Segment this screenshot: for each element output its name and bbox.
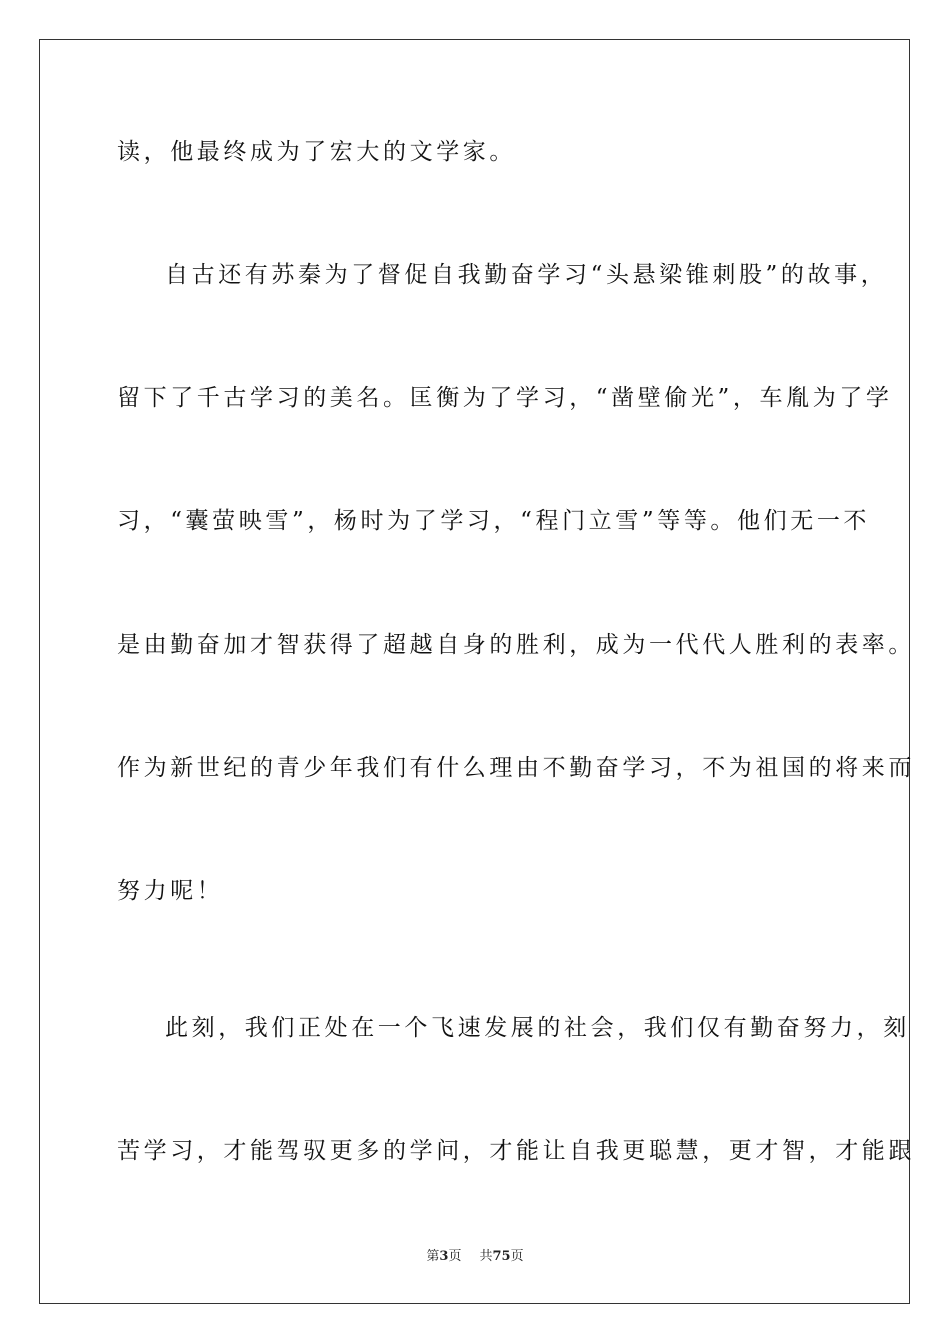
- body-text-line: 作为新世纪的青少年我们有什么理由不勤奋学习，不为祖国的将来而: [117, 755, 915, 781]
- page-suffix: 页: [448, 1249, 462, 1264]
- body-text-line: 读，他最终成为了宏大的文学家。: [117, 139, 516, 165]
- body-text-line: 习，“囊萤映雪”，杨时为了学习，“程门立雪”等等。他们无一不: [117, 508, 871, 534]
- body-text-line: 苦学习，才能驾驭更多的学问，才能让自我更聪慧，更才智，才能跟: [117, 1138, 915, 1164]
- page-border: [39, 39, 910, 1304]
- page-prefix: 第: [426, 1249, 440, 1264]
- body-text-line: 此刻，我们正处在一个飞速发展的社会，我们仅有勤奋努力，刻: [165, 1015, 910, 1041]
- total-prefix: 共: [479, 1249, 493, 1264]
- total-pages: 75: [492, 1249, 511, 1264]
- body-text-line: 自古还有苏秦为了督促自我勤奋学习“头悬梁锥刺股”的故事，: [165, 262, 888, 288]
- page-number: 3: [439, 1249, 449, 1264]
- total-suffix: 页: [510, 1249, 524, 1264]
- body-text-line: 留下了千古学习的美名。匡衡为了学习，“凿壁偷光”，车胤为了学: [117, 385, 893, 411]
- body-text-line: 是由勤奋加才智获得了超越自身的胜利，成为一代代人胜利的表率。: [117, 632, 915, 658]
- body-text-line: 努力呢！: [117, 878, 224, 904]
- page-footer: [0, 1248, 950, 1266]
